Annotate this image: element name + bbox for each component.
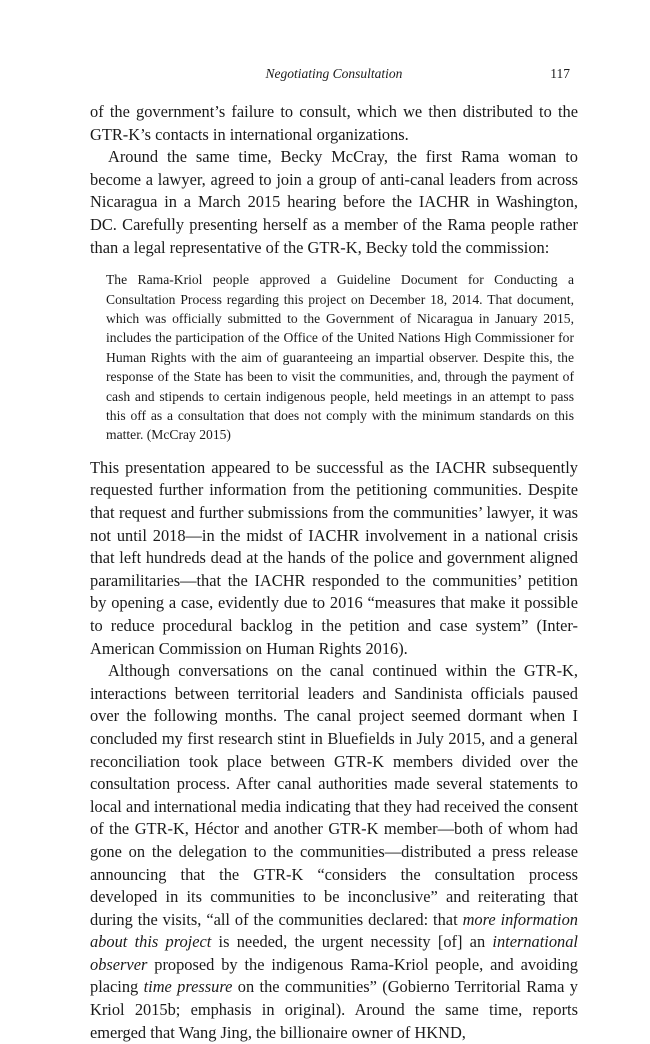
running-header	[90, 64, 578, 86]
emphasis-international-observer: international observer	[90, 932, 578, 974]
paragraph-canal-conversations	[90, 660, 578, 1044]
text-segment: proposed by the indigenous Rama-Kriol people, and avoiding placing	[90, 954, 578, 997]
paragraph-mccray-hearing: Around the same time, Becky McCray, the first Rama woman to become a lawyer, agreed to join a group of anti-canal leaders from across Nicaragua in a March 2015 hearing before the IACHR in Washington, DC. Carefully presenting herself as a member of the Rama people rather than a legal representative of the GTR-K, Becky told the commission:	[90, 147, 578, 257]
text-segment: Although conversations on the canal continued within the GTR-K, interactions between territorial leaders and Sandinista officials paused over the following months. The canal project seemed dormant when I concluded my first research stint in Bluefields in July 2015, and a general reconciliation took place between GTR-K members divided over the consultation process. After canal authorities made several statements to local and international media indicating that they had received the consent of the GTR-K, Héctor and another GTR-K member—both of whom had gone on the delegation to the communities—distributed a press release announcing that the GTR-K “considers the consultation process developed in its communities to be inconclusive” and reiterating that during the visits, “all of the communities declared: that	[90, 661, 578, 929]
paragraph-continued: of the government’s failure to consult, which we then distributed to the GTR-K’s contacts in international organizations.	[90, 102, 578, 144]
block-quote-text: The Rama-Kriol people approved a Guideline Document for Conducting a Consultation Process regarding this project on December 18, 2014. That document, which was officially submitted to the Government of Nicaragua in January 2015, includes the participation of the Office of the United Nations High Commissioner for Human Rights with the aim of guaranteeing an impartial observer. Despite this, the response of the State has been to visit the communities, and, through the payment of cash and stipends to certain indigenous people, held meetings in an attempt to pass this off as a consultation that does not comply with the minimum standards on this matter. (McCray 2015)	[106, 272, 574, 443]
emphasis-time-pressure: time pressure	[143, 977, 233, 997]
text-segment: on the communities” (Gobierno Territorial Rama y Kriol 2015b; emphasis in original). Around the same time, reports emerged that Wang Jing, the billionaire owner of HKND,	[90, 977, 579, 1042]
text-segment: is needed, the urgent necessity [of] an	[211, 932, 493, 952]
running-title: Negotiating Consultation	[265, 66, 403, 81]
block-quote	[106, 270, 574, 445]
body-text	[90, 101, 578, 1044]
emphasis-more-information: more information about this project	[90, 909, 578, 952]
paragraph-iachr-response: This presentation appeared to be successful as the IACHR subsequently requested further information from the petitioning communities. Despite that request and further submissions from the communities’ lawyer, it was not until 2018—in the midst of IACHR involvement in a national crisis that left hundreds dead at the hands of the police and government aligned paramilitaries—that the IACHR responded to the communities’ petition by opening a case, evidently due to 2016 “measures that make it possible to reduce procedural backlog in the petition and case system” (Inter-American Commission on Human Rights 2016).	[90, 457, 578, 658]
page-number: 117	[550, 66, 570, 81]
book-page	[90, 64, 578, 1044]
